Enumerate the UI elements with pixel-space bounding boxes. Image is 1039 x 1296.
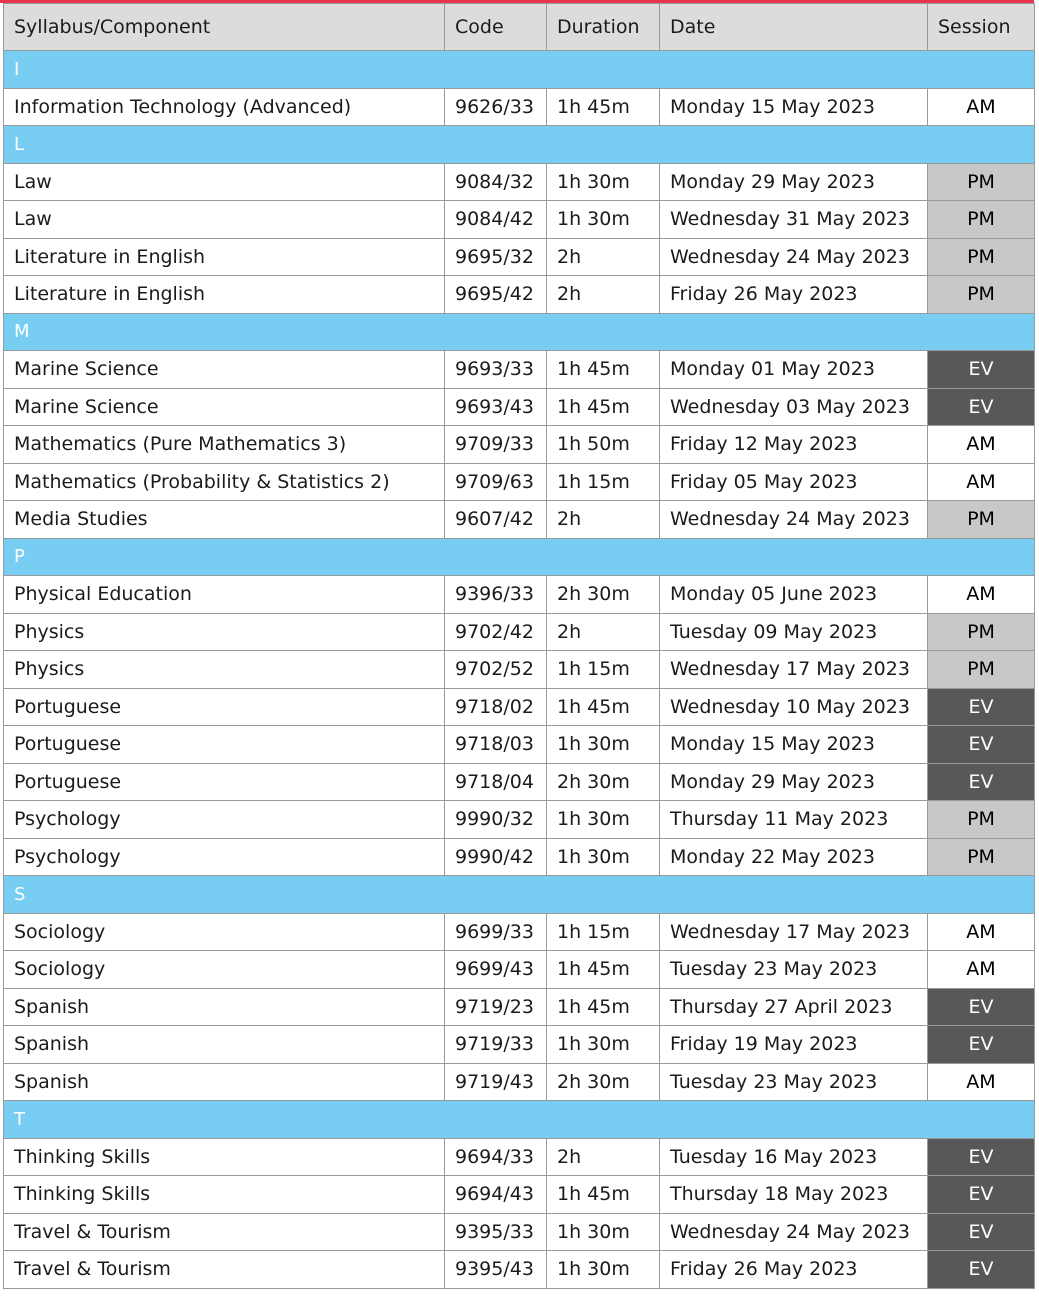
date-cell: Friday 19 May 2023	[660, 1026, 928, 1064]
session-cell: AM	[928, 951, 1035, 989]
table-row	[4, 613, 1035, 651]
date-cell: Tuesday 09 May 2023	[660, 613, 928, 651]
session-cell: EV	[928, 763, 1035, 801]
code-cell: 9694/43	[445, 1176, 547, 1214]
table-row	[4, 463, 1035, 501]
table-row	[4, 913, 1035, 951]
syllabus-cell: Law	[4, 163, 445, 201]
session-cell: AM	[928, 463, 1035, 501]
table-row	[4, 163, 1035, 201]
session-cell: EV	[928, 388, 1035, 426]
session-cell: EV	[928, 1026, 1035, 1064]
letter-band	[4, 1101, 1035, 1139]
duration-cell: 2h	[547, 276, 660, 314]
table-row	[4, 763, 1035, 801]
syllabus-cell: Physical Education	[4, 576, 445, 614]
syllabus-cell: Physics	[4, 613, 445, 651]
date-cell: Wednesday 31 May 2023	[660, 201, 928, 239]
date-cell: Wednesday 24 May 2023	[660, 1213, 928, 1251]
table-row	[4, 1213, 1035, 1251]
syllabus-cell: Psychology	[4, 801, 445, 839]
date-cell: Monday 05 June 2023	[660, 576, 928, 614]
table-row	[4, 276, 1035, 314]
code-cell: 9396/33	[445, 576, 547, 614]
letter-band-label: S	[4, 876, 1035, 914]
duration-cell: 2h 30m	[547, 1063, 660, 1101]
code-cell: 9718/03	[445, 726, 547, 764]
code-cell: 9719/23	[445, 988, 547, 1026]
letter-band	[4, 126, 1035, 164]
session-cell: PM	[928, 501, 1035, 539]
date-cell: Tuesday 23 May 2023	[660, 951, 928, 989]
date-cell: Wednesday 03 May 2023	[660, 388, 928, 426]
syllabus-cell: Portuguese	[4, 763, 445, 801]
session-cell: PM	[928, 613, 1035, 651]
table-row	[4, 1138, 1035, 1176]
duration-cell: 1h 45m	[547, 388, 660, 426]
date-cell: Monday 22 May 2023	[660, 838, 928, 876]
code-cell: 9626/33	[445, 88, 547, 126]
duration-cell: 1h 30m	[547, 201, 660, 239]
code-cell: 9693/43	[445, 388, 547, 426]
duration-cell: 1h 30m	[547, 163, 660, 201]
duration-cell: 1h 15m	[547, 651, 660, 689]
date-cell: Friday 12 May 2023	[660, 426, 928, 464]
table-row	[4, 238, 1035, 276]
table-row	[4, 988, 1035, 1026]
duration-cell: 1h 50m	[547, 426, 660, 464]
table-row	[4, 1251, 1035, 1289]
code-cell: 9693/33	[445, 351, 547, 389]
duration-cell: 2h	[547, 613, 660, 651]
session-cell: AM	[928, 913, 1035, 951]
date-cell: Thursday 11 May 2023	[660, 801, 928, 839]
letter-band	[4, 538, 1035, 576]
session-cell: EV	[928, 1138, 1035, 1176]
code-cell: 9699/33	[445, 913, 547, 951]
syllabus-cell: Portuguese	[4, 688, 445, 726]
code-cell: 9084/32	[445, 163, 547, 201]
date-cell: Thursday 18 May 2023	[660, 1176, 928, 1214]
table-row	[4, 88, 1035, 126]
table-row	[4, 838, 1035, 876]
code-cell: 9607/42	[445, 501, 547, 539]
session-cell: EV	[928, 1251, 1035, 1289]
session-cell: EV	[928, 1213, 1035, 1251]
session-cell: AM	[928, 1063, 1035, 1101]
table-row	[4, 576, 1035, 614]
session-cell: PM	[928, 201, 1035, 239]
table-row	[4, 1026, 1035, 1064]
date-cell: Monday 15 May 2023	[660, 726, 928, 764]
session-cell: AM	[928, 576, 1035, 614]
session-cell: PM	[928, 163, 1035, 201]
syllabus-cell: Travel & Tourism	[4, 1251, 445, 1289]
code-cell: 9702/42	[445, 613, 547, 651]
syllabus-cell: Sociology	[4, 951, 445, 989]
date-cell: Tuesday 23 May 2023	[660, 1063, 928, 1101]
duration-cell: 1h 45m	[547, 1176, 660, 1214]
table-row	[4, 726, 1035, 764]
duration-cell: 2h 30m	[547, 763, 660, 801]
syllabus-cell: Literature in English	[4, 276, 445, 314]
syllabus-cell: Law	[4, 201, 445, 239]
col-header-date: Date	[660, 4, 928, 51]
syllabus-cell: Portuguese	[4, 726, 445, 764]
syllabus-cell: Media Studies	[4, 501, 445, 539]
session-cell: PM	[928, 801, 1035, 839]
code-cell: 9702/52	[445, 651, 547, 689]
table-row	[4, 426, 1035, 464]
syllabus-cell: Spanish	[4, 988, 445, 1026]
header-row	[4, 4, 1035, 51]
session-cell: EV	[928, 688, 1035, 726]
syllabus-cell: Spanish	[4, 1063, 445, 1101]
date-cell: Monday 29 May 2023	[660, 763, 928, 801]
col-header-duration: Duration	[547, 4, 660, 51]
syllabus-cell: Mathematics (Pure Mathematics 3)	[4, 426, 445, 464]
table-row	[4, 388, 1035, 426]
syllabus-cell: Travel & Tourism	[4, 1213, 445, 1251]
date-cell: Monday 29 May 2023	[660, 163, 928, 201]
code-cell: 9695/32	[445, 238, 547, 276]
syllabus-cell: Sociology	[4, 913, 445, 951]
syllabus-cell: Mathematics (Probability & Statistics 2)	[4, 463, 445, 501]
col-header-session: Session	[928, 4, 1035, 51]
syllabus-cell: Thinking Skills	[4, 1138, 445, 1176]
session-cell: PM	[928, 238, 1035, 276]
code-cell: 9395/43	[445, 1251, 547, 1289]
session-cell: EV	[928, 351, 1035, 389]
duration-cell: 1h 30m	[547, 726, 660, 764]
duration-cell: 1h 30m	[547, 838, 660, 876]
table-row	[4, 201, 1035, 239]
date-cell: Thursday 27 April 2023	[660, 988, 928, 1026]
col-header-syllabus: Syllabus/Component	[4, 4, 445, 51]
code-cell: 9395/33	[445, 1213, 547, 1251]
letter-band-label: L	[4, 126, 1035, 164]
letter-band-label: T	[4, 1101, 1035, 1139]
timetable-body	[4, 51, 1035, 1289]
table-row	[4, 651, 1035, 689]
session-cell: PM	[928, 276, 1035, 314]
duration-cell: 1h 15m	[547, 463, 660, 501]
code-cell: 9718/02	[445, 688, 547, 726]
duration-cell: 1h 45m	[547, 351, 660, 389]
session-cell: AM	[928, 426, 1035, 464]
syllabus-cell: Marine Science	[4, 388, 445, 426]
duration-cell: 1h 45m	[547, 688, 660, 726]
table-row	[4, 951, 1035, 989]
session-cell: PM	[928, 651, 1035, 689]
duration-cell: 1h 30m	[547, 1213, 660, 1251]
syllabus-cell: Literature in English	[4, 238, 445, 276]
date-cell: Friday 26 May 2023	[660, 1251, 928, 1289]
duration-cell: 1h 30m	[547, 1026, 660, 1064]
code-cell: 9084/42	[445, 201, 547, 239]
code-cell: 9719/33	[445, 1026, 547, 1064]
letter-band	[4, 313, 1035, 351]
letter-band-label: P	[4, 538, 1035, 576]
letter-band-label: I	[4, 51, 1035, 89]
code-cell: 9695/42	[445, 276, 547, 314]
code-cell: 9990/32	[445, 801, 547, 839]
date-cell: Monday 01 May 2023	[660, 351, 928, 389]
code-cell: 9719/43	[445, 1063, 547, 1101]
session-cell: EV	[928, 726, 1035, 764]
code-cell: 9699/43	[445, 951, 547, 989]
duration-cell: 2h	[547, 501, 660, 539]
syllabus-cell: Physics	[4, 651, 445, 689]
code-cell: 9709/33	[445, 426, 547, 464]
date-cell: Wednesday 17 May 2023	[660, 651, 928, 689]
table-row	[4, 801, 1035, 839]
duration-cell: 1h 45m	[547, 951, 660, 989]
exam-timetable	[3, 3, 1035, 1289]
syllabus-cell: Marine Science	[4, 351, 445, 389]
date-cell: Friday 26 May 2023	[660, 276, 928, 314]
duration-cell: 1h 30m	[547, 1251, 660, 1289]
session-cell: EV	[928, 1176, 1035, 1214]
syllabus-cell: Spanish	[4, 1026, 445, 1064]
duration-cell: 1h 15m	[547, 913, 660, 951]
letter-band	[4, 876, 1035, 914]
table-row	[4, 501, 1035, 539]
code-cell: 9990/42	[445, 838, 547, 876]
date-cell: Wednesday 24 May 2023	[660, 238, 928, 276]
date-cell: Monday 15 May 2023	[660, 88, 928, 126]
duration-cell: 2h 30m	[547, 576, 660, 614]
code-cell: 9718/04	[445, 763, 547, 801]
date-cell: Wednesday 10 May 2023	[660, 688, 928, 726]
date-cell: Friday 05 May 2023	[660, 463, 928, 501]
date-cell: Wednesday 24 May 2023	[660, 501, 928, 539]
duration-cell: 2h	[547, 238, 660, 276]
table-row	[4, 1063, 1035, 1101]
duration-cell: 1h 45m	[547, 988, 660, 1026]
session-cell: PM	[928, 838, 1035, 876]
session-cell: AM	[928, 88, 1035, 126]
duration-cell: 1h 45m	[547, 88, 660, 126]
table-row	[4, 351, 1035, 389]
code-cell: 9694/33	[445, 1138, 547, 1176]
syllabus-cell: Thinking Skills	[4, 1176, 445, 1214]
date-cell: Tuesday 16 May 2023	[660, 1138, 928, 1176]
date-cell: Wednesday 17 May 2023	[660, 913, 928, 951]
duration-cell: 2h	[547, 1138, 660, 1176]
duration-cell: 1h 30m	[547, 801, 660, 839]
col-header-code: Code	[445, 4, 547, 51]
syllabus-cell: Psychology	[4, 838, 445, 876]
code-cell: 9709/63	[445, 463, 547, 501]
table-row	[4, 1176, 1035, 1214]
syllabus-cell: Information Technology (Advanced)	[4, 88, 445, 126]
table-row	[4, 688, 1035, 726]
letter-band-label: M	[4, 313, 1035, 351]
letter-band	[4, 51, 1035, 89]
session-cell: EV	[928, 988, 1035, 1026]
